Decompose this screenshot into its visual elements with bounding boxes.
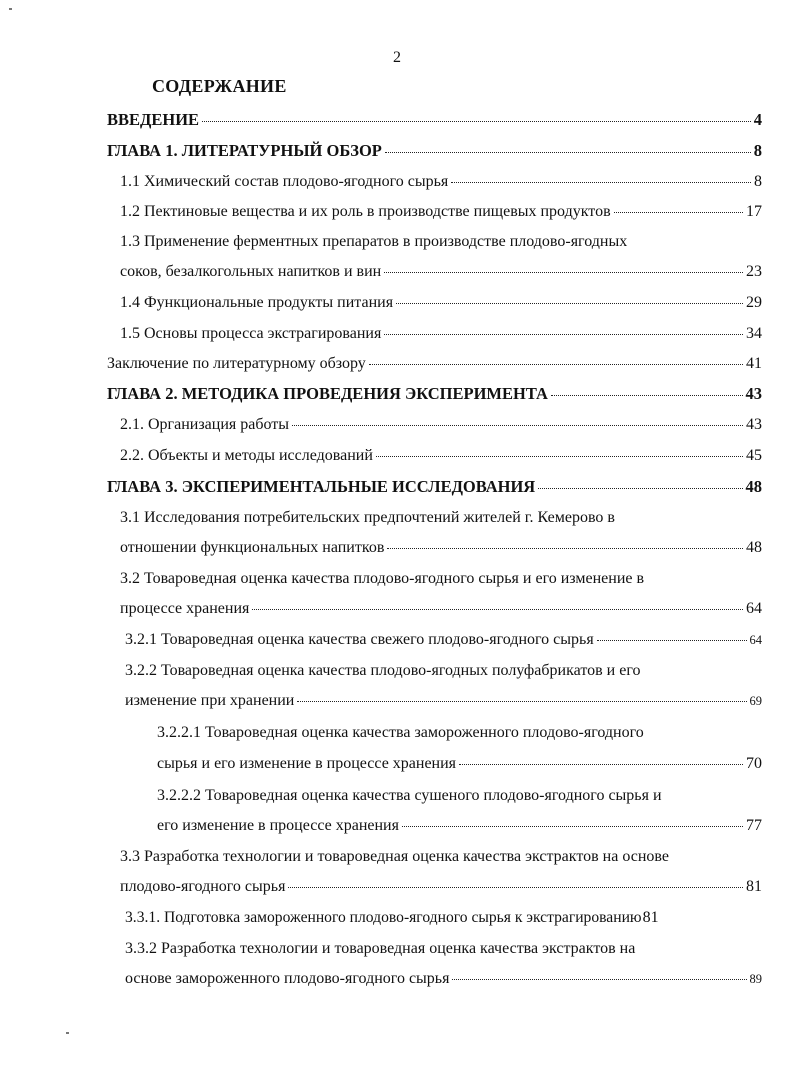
leader-dots [614,212,743,213]
leader-dots [597,640,747,641]
toc-entry [120,446,762,466]
toc-entry-page: 89 [749,972,762,986]
toc-entry-title-line1: 3.3 Разработка технологии и товароведная оценка качества экстрактов на основе [120,848,669,865]
toc-entry-page: 77 [746,817,762,834]
toc-entry-title-line1: 3.2.2.2 Товароведная оценка качества сушеного плодово-ягодного сырья и [157,787,662,804]
toc-entry-title: ГЛАВА 1. ЛИТЕРАТУРНЫЙ ОБЗОР [107,141,382,160]
leader-dots [288,887,743,888]
toc-entry-page: 81 [642,909,659,926]
toc-entry [107,141,762,161]
toc-entry-title: соков, безалкогольных напитков и вин [120,263,382,280]
leader-dots [297,701,746,702]
toc-entry-title-line1: 3.2.2.1 Товароведная оценка качества замороженного плодово-ягодного [157,724,644,741]
toc-entry-page: 48 [745,477,762,496]
toc-entry [125,969,762,989]
toc-entry [107,477,762,497]
toc-entry [157,754,762,774]
toc-entry [125,691,762,711]
toc-entry-title: ВВЕДЕНИЕ [107,110,200,129]
toc-entry-title: его изменение в процессе хранения [157,817,399,834]
toc-entry [120,877,762,897]
toc-entry-title: 1.5 Основы процесса экстрагирования [120,325,382,342]
toc-entry-page: 64 [746,600,762,617]
toc-entry [120,415,762,435]
toc-entry-title: ГЛАВА 3. ЭКСПЕРИМЕНТАЛЬНЫЕ ИССЛЕДОВАНИЯ [107,477,536,496]
toc-entry-title: ГЛАВА 2. МЕТОДИКА ПРОВЕДЕНИЯ ЭКСПЕРИМЕНТА [107,384,548,403]
toc-entry-title: 1.2 Пектиновые вещества и их роль в производстве пищевых продуктов [120,203,611,220]
toc-entry-title: изменение при хранении [125,692,295,709]
toc-entry [107,354,762,374]
toc-entry-title: отношении функциональных напитков [120,539,385,556]
toc-entry-page: 34 [746,325,762,342]
toc-entry [120,324,762,344]
toc-entry-title: основе замороженного плодово-ягодного сырья [125,970,450,987]
toc-entry-page: 17 [746,203,762,220]
toc-entry-page: 43 [746,416,762,433]
leader-dots [452,979,746,980]
toc-entry [107,110,762,130]
toc-entry-page: 81 [746,878,762,895]
toc-entry [125,908,762,928]
toc-entry [125,630,762,650]
toc-entry-page: 45 [746,447,762,464]
toc-entry-title-line1: 3.3.2 Разработка технологии и товароведная оценка качества экстрактов на [125,940,636,957]
toc-entry-title: 1.4 Функциональные продукты питания [120,294,394,311]
toc-entry-title: процессе хранения [120,600,250,617]
leader-dots [451,182,751,183]
toc-entry-page: 4 [753,110,762,129]
toc-entry [120,202,762,222]
toc-entry [120,172,762,192]
leader-dots [538,488,742,489]
leader-dots [387,548,743,549]
leader-dots [384,334,743,335]
leader-dots [459,764,743,765]
toc-title: СОДЕРЖАНИЕ [152,76,287,96]
scan-speck [9,8,12,10]
leader-dots [384,272,743,273]
toc-entry-page: 70 [746,755,762,772]
toc-entry-title: 1.1 Химический состав плодово-ягодного сырья [120,173,449,190]
toc-entry-page: 29 [746,294,762,311]
toc-entry-page: 69 [749,694,762,708]
toc-entry-page: 48 [746,539,762,556]
toc-entry-title-line1: 3.1 Исследования потребительских предпочтений жителей г. Кемерово в [120,509,615,526]
toc-entry-page: 23 [746,263,762,280]
toc-entry-page: 8 [754,173,762,190]
page-number: 2 [393,49,401,66]
toc-entry-title: 3.3.1. Подготовка замороженного плодово-ягодного сырья к экстрагированию [125,909,642,926]
toc-entry-title-line1: 3.2 Товароведная оценка качества плодово-ягодного сырья и его изменение в [120,570,645,587]
leader-dots [376,456,743,457]
toc-entry-title: 2.2. Объекты и методы исследований [120,447,373,464]
scan-speck [66,1032,69,1034]
leader-dots [551,395,743,396]
toc-entry-page: 41 [746,355,762,372]
leader-dots [292,425,743,426]
leader-dots [402,826,743,827]
leader-dots [202,121,751,122]
toc-entry-title-line1: 3.2.2 Товароведная оценка качества плодово-ягодных полуфабрикатов и его [125,662,641,679]
toc-entry-page: 64 [749,633,762,647]
toc-entry-title: Заключение по литературному обзору [107,355,366,372]
toc-entry [120,599,762,619]
toc-entry-title: плодово-ягодного сырья [120,878,286,895]
toc-entry [120,262,762,282]
toc-entry-page: 43 [745,384,762,403]
toc-entry [107,384,762,404]
toc-entry-title: 3.2.1 Товароведная оценка качества свежего плодово-ягодного сырья [125,631,594,648]
toc-entry-title: сырья и его изменение в процессе хранения [157,755,457,772]
leader-dots [396,303,743,304]
toc-entry [157,816,762,836]
toc-entry-page: 8 [753,141,762,160]
leader-dots [369,364,743,365]
toc-entry [120,538,762,558]
toc-entry [120,293,762,313]
leader-dots [385,152,751,153]
toc-entry-title-line1: 1.3 Применение ферментных препаратов в производстве плодово-ягодных [120,233,628,250]
toc-entry-title: 2.1. Организация работы [120,416,290,433]
leader-dots [252,609,743,610]
